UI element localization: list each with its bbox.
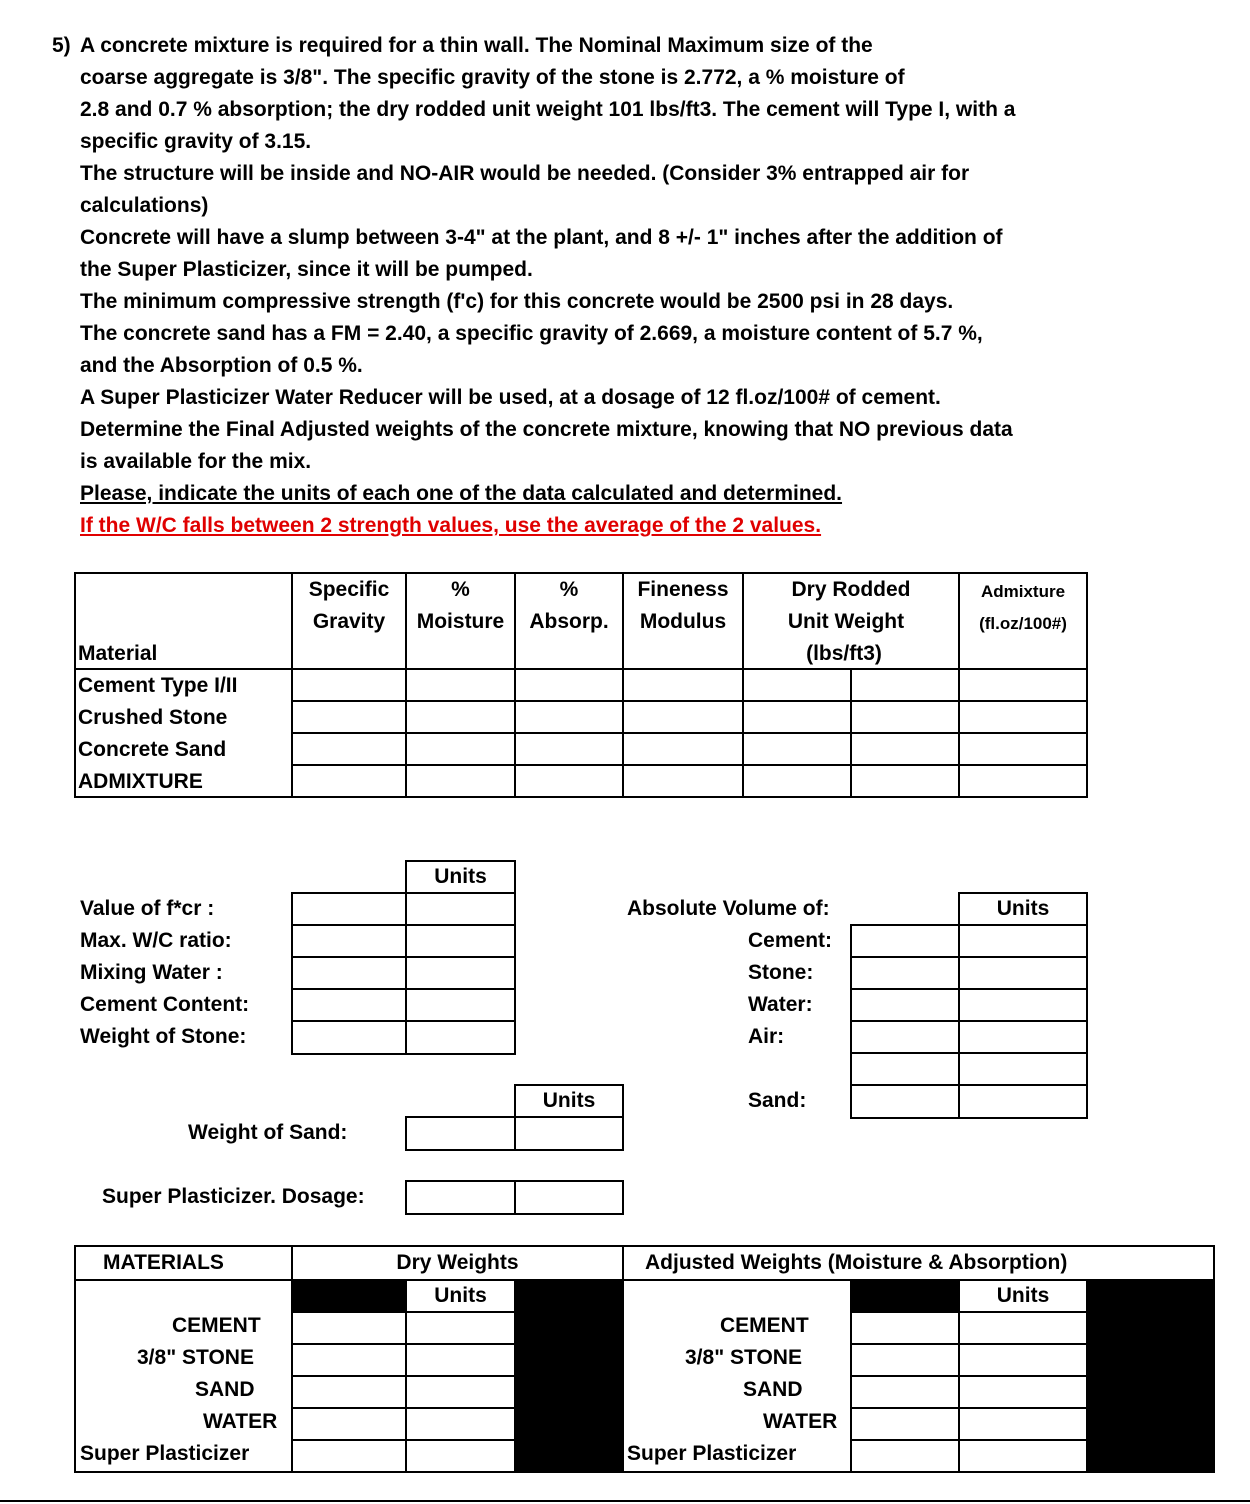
problem-line: Determine the Final Adjusted weights of the concrete mixture, knowing that NO previous data: [80, 418, 1013, 441]
col-header-dry-rodded: Dry Rodded: [791, 578, 911, 601]
adjusted-row-label: WATER: [763, 1410, 838, 1433]
abs-units-cell[interactable]: [958, 956, 1088, 990]
dry-value-cell[interactable]: [291, 1343, 407, 1377]
col-header-unit-weight: Unit Weight: [787, 610, 905, 633]
abs-value-cell[interactable]: [850, 1052, 960, 1086]
dry-units-header: Units: [405, 1279, 516, 1313]
units-note: Please, indicate the units of each one of the data calculated and determined.: [80, 482, 843, 505]
abs-label: Water:: [748, 993, 813, 1016]
abs-units-cell[interactable]: [958, 1052, 1088, 1086]
input-cell[interactable]: [958, 764, 1088, 798]
input-cell[interactable]: [850, 732, 960, 766]
input-cell[interactable]: [291, 732, 407, 766]
abs-label: Stone:: [748, 961, 814, 984]
adjusted-row-label: 3/8" STONE: [685, 1346, 802, 1369]
blacked-column: [1086, 1279, 1215, 1473]
row-header-material: Material: [78, 642, 158, 665]
input-cell[interactable]: [291, 764, 407, 798]
divider: [622, 1471, 852, 1473]
input-cell[interactable]: [291, 668, 407, 702]
input-cell[interactable]: [850, 764, 960, 798]
input-cell[interactable]: [622, 700, 744, 734]
problem-line: is available for the mix.: [80, 450, 312, 473]
value-cell[interactable]: [291, 924, 407, 958]
dry-row-label: 3/8" STONE: [137, 1346, 254, 1369]
abs-sand-units-cell[interactable]: [958, 1084, 1088, 1119]
sand-units-header: Units: [514, 1084, 624, 1118]
input-cell[interactable]: [958, 668, 1088, 702]
dry-weights-header: Dry Weights: [396, 1251, 519, 1274]
input-cell[interactable]: [850, 700, 960, 734]
calc-label: Max. W/C ratio:: [80, 929, 232, 952]
abs-label: Cement:: [748, 929, 833, 952]
material-row-label: ADMIXTURE: [78, 770, 203, 793]
blacked-cell: [291, 1279, 407, 1313]
material-row-label: Crushed Stone: [78, 706, 228, 729]
col-header-fineness: Fineness: [637, 578, 729, 601]
sp-dosage-value-cell[interactable]: [405, 1180, 516, 1215]
input-cell[interactable]: [514, 732, 624, 766]
abs-value-cell[interactable]: [850, 956, 960, 990]
abs-sand-value-cell[interactable]: [850, 1084, 960, 1119]
abs-label: Air:: [748, 1025, 785, 1048]
blacked-column: [514, 1279, 624, 1473]
col-header-moisture: Moisture: [416, 610, 505, 633]
problem-line: Concrete will have a slump between 3-4" at the plant, and 8 +/- 1" inches after the addition of: [80, 226, 1003, 249]
value-cell[interactable]: [291, 988, 407, 1022]
dry-units-cell[interactable]: [405, 1343, 516, 1377]
col-header-modulus: Modulus: [639, 610, 727, 633]
input-cell[interactable]: [622, 668, 744, 702]
problem-line: 2.8 and 0.7 % absorption; the dry rodded unit weight 101 lbs/ft3. The cement will Type I, with a: [80, 98, 1016, 121]
input-cell[interactable]: [514, 700, 624, 734]
wc-note: If the W/C falls between 2 strength values, use the average of the 2 values.: [80, 514, 822, 537]
value-cell[interactable]: [291, 1020, 407, 1055]
dry-value-cell[interactable]: [291, 1407, 407, 1441]
divider: [74, 668, 76, 798]
col-header-lbs-ft3: (lbs/ft3): [806, 642, 882, 665]
problem-number: 5): [52, 34, 71, 57]
problem-line: specific gravity of 3.15.: [80, 130, 312, 153]
input-cell[interactable]: [514, 764, 624, 798]
col-header-admixture: Admixture: [980, 582, 1066, 601]
problem-line: coarse aggregate is 3/8". The specific gravity of the stone is 2.772, a % moisture of: [80, 66, 905, 89]
abs-units-header: Units: [958, 892, 1088, 926]
problem-line: and the Absorption of 0.5 %.: [80, 354, 363, 377]
adjusted-units-cell[interactable]: [958, 1343, 1088, 1377]
col-header-admixture-units: (fl.oz/100#): [979, 614, 1067, 633]
sand-units-cell[interactable]: [514, 1116, 624, 1151]
page-bottom-rule: [0, 1500, 1250, 1502]
material-row-label: Cement Type I/II: [78, 674, 238, 697]
input-cell[interactable]: [742, 700, 852, 734]
dry-units-cell[interactable]: [405, 1407, 516, 1441]
adjusted-weights-header: Adjusted Weights (Moisture & Absorption): [645, 1251, 1068, 1274]
units-cell[interactable]: [405, 956, 516, 990]
absolute-volume-title: Absolute Volume of:: [627, 897, 830, 920]
abs-label-sand: Sand:: [748, 1089, 807, 1112]
calc-label: Weight of Stone:: [80, 1025, 247, 1048]
adjusted-units-cell[interactable]: [958, 1439, 1088, 1473]
adjusted-value-cell[interactable]: [850, 1375, 960, 1409]
col-header-specific: Specific: [308, 578, 390, 601]
calc-label: Value of f*cr :: [80, 897, 215, 920]
problem-line: The minimum compressive strength (f'c) for this concrete would be 2500 psi in 28 days.: [80, 290, 954, 313]
problem-line: A concrete mixture is required for a thin wall. The Nominal Maximum size of the: [80, 34, 873, 57]
input-cell[interactable]: [622, 732, 744, 766]
input-cell[interactable]: [958, 732, 1088, 766]
material-row-label: Concrete Sand: [78, 738, 227, 761]
problem-line: A Super Plasticizer Water Reducer will be used, at a dosage of 12 fl.oz/100# of cement.: [80, 386, 941, 409]
adjusted-units-cell[interactable]: [958, 1311, 1088, 1345]
value-cell[interactable]: [291, 892, 407, 926]
input-cell[interactable]: [405, 668, 516, 702]
divider: [74, 1471, 293, 1473]
adjusted-value-cell[interactable]: [850, 1343, 960, 1377]
units-header: Units: [405, 860, 516, 894]
dry-row-label: WATER: [203, 1410, 278, 1433]
adjusted-row-label: Super Plasticizer: [627, 1442, 797, 1465]
abs-value-cell[interactable]: [850, 988, 960, 1022]
input-cell[interactable]: [405, 700, 516, 734]
calc-label: Cement Content:: [80, 993, 250, 1016]
dry-row-label: Super Plasticizer: [80, 1442, 250, 1465]
sp-dosage-label: Super Plasticizer. Dosage:: [102, 1185, 365, 1208]
problem-line: the Super Plasticizer, since it will be pumped.: [80, 258, 533, 281]
sp-dosage-units-cell[interactable]: [514, 1180, 624, 1215]
materials-header: MATERIALS: [103, 1251, 224, 1274]
abs-units-cell[interactable]: [958, 1020, 1088, 1054]
divider: [74, 1279, 76, 1473]
units-cell[interactable]: [405, 892, 516, 926]
input-cell[interactable]: [291, 700, 407, 734]
dry-value-cell[interactable]: [291, 1375, 407, 1409]
dry-row-label: SAND: [195, 1378, 255, 1401]
input-cell[interactable]: [514, 668, 624, 702]
problem-line: calculations): [80, 194, 209, 217]
blacked-cell: [850, 1279, 960, 1313]
col-header-pct: %: [559, 578, 579, 601]
value-cell[interactable]: [291, 956, 407, 990]
dry-units-cell[interactable]: [405, 1439, 516, 1473]
col-header-gravity: Gravity: [312, 610, 386, 633]
input-cell[interactable]: [850, 668, 960, 702]
adjusted-value-cell[interactable]: [850, 1439, 960, 1473]
adjusted-units-cell[interactable]: [958, 1375, 1088, 1409]
divider: [74, 796, 293, 798]
dry-row-label: CEMENT: [172, 1314, 261, 1337]
dry-units-cell[interactable]: [405, 1311, 516, 1345]
input-cell[interactable]: [622, 764, 744, 798]
divider: [622, 1245, 624, 1281]
sand-value-cell[interactable]: [405, 1116, 516, 1151]
weight-of-sand-label: Weight of Sand:: [188, 1121, 348, 1144]
adjusted-units-cell[interactable]: [958, 1407, 1088, 1441]
dry-value-cell[interactable]: [291, 1439, 407, 1473]
units-cell[interactable]: [405, 988, 516, 1022]
units-cell[interactable]: [405, 924, 516, 958]
adjusted-row-label: CEMENT: [720, 1314, 809, 1337]
adjusted-value-cell[interactable]: [850, 1407, 960, 1441]
dry-value-cell[interactable]: [291, 1311, 407, 1345]
problem-line: The structure will be inside and NO-AIR would be needed. (Consider 3% entrapped air for: [80, 162, 970, 185]
abs-value-cell[interactable]: [850, 1020, 960, 1054]
problem-line: The concrete sand has a FM = 2.40, a specific gravity of 2.669, a moisture content of 5.7 %,: [80, 322, 983, 345]
abs-units-cell[interactable]: [958, 924, 1088, 958]
input-cell[interactable]: [405, 732, 516, 766]
units-cell[interactable]: [405, 1020, 516, 1055]
input-cell[interactable]: [742, 732, 852, 766]
input-cell[interactable]: [742, 764, 852, 798]
col-header-pct: %: [451, 578, 470, 601]
abs-value-cell[interactable]: [850, 924, 960, 958]
adjusted-value-cell[interactable]: [850, 1311, 960, 1345]
input-cell[interactable]: [742, 668, 852, 702]
input-cell[interactable]: [405, 764, 516, 798]
dry-units-cell[interactable]: [405, 1375, 516, 1409]
calc-label: Mixing Water :: [80, 961, 223, 984]
abs-units-cell[interactable]: [958, 988, 1088, 1022]
adjusted-units-header: Units: [958, 1279, 1088, 1313]
input-cell[interactable]: [958, 700, 1088, 734]
col-header-absorp: Absorp.: [529, 610, 609, 633]
adjusted-row-label: SAND: [743, 1378, 803, 1401]
